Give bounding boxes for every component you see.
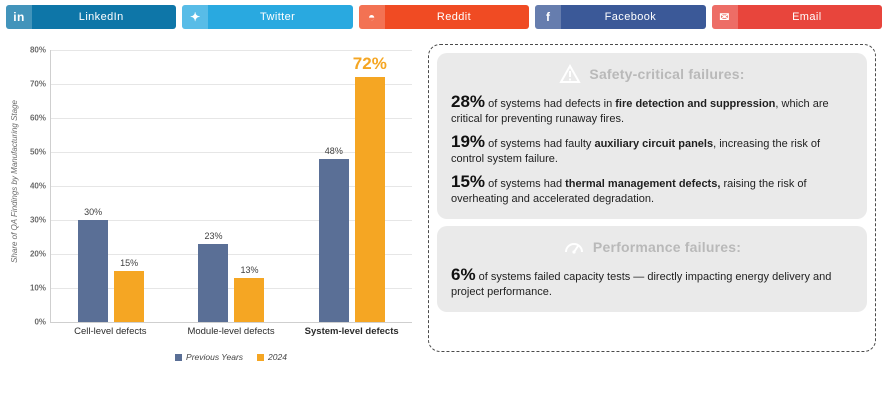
x-label-system-level: System-level defects	[304, 326, 399, 337]
bar-2024-system[interactable]	[352, 54, 387, 322]
facebook-icon: f	[535, 5, 561, 29]
safety-stat-2-post: , increasing the risk of control system failure.	[451, 138, 821, 165]
bar-value-label-highlight: 72%	[352, 54, 387, 74]
plot-area	[29, 45, 412, 327]
bar-value-label: 30%	[84, 207, 103, 217]
bar-previous-module[interactable]	[198, 230, 228, 322]
safety-card-title: Safety-critical failures:	[589, 66, 745, 82]
performance-card-header	[451, 234, 853, 260]
legend-swatch-2024	[257, 354, 264, 361]
social-share-bar	[0, 0, 888, 34]
linkedin-icon: in	[6, 5, 32, 29]
share-button-linkedin[interactable]	[6, 5, 176, 29]
safety-critical-card	[437, 53, 867, 219]
bar-value-label: 13%	[240, 264, 259, 275]
share-label-reddit: Reddit	[436, 11, 472, 23]
safety-stat-1-pct: 28%	[451, 92, 486, 111]
safety-stat-2-pct: 19%	[451, 132, 486, 151]
bar-group-cell-level	[51, 50, 171, 322]
safety-stat-3-pre: of systems had	[485, 178, 566, 190]
safety-card-header	[451, 61, 853, 87]
y-tick-70: 70%	[29, 79, 46, 89]
legend-swatch-previous	[175, 354, 182, 361]
y-tick-80: 80%	[29, 45, 46, 55]
performance-stat-1-text: of systems failed capacity tests — directly impacting energy delivery and project performance.	[451, 271, 832, 298]
share-button-twitter[interactable]	[182, 5, 352, 29]
legend-item-previous-years	[175, 352, 243, 362]
bar-previous-cell[interactable]	[78, 207, 108, 322]
y-tick-20: 20%	[29, 249, 46, 259]
bar-chart	[8, 40, 418, 370]
safety-stat-1-pre: of systems had defects in	[485, 98, 616, 110]
safety-stat-1-bold: fire detection and suppression	[615, 98, 776, 110]
bar-value-label: 23%	[204, 230, 223, 241]
y-tick-40: 40%	[29, 181, 46, 191]
share-button-reddit[interactable]	[359, 5, 529, 29]
bar-group-module-level	[171, 50, 291, 322]
bar-value-label: 15%	[120, 258, 139, 268]
safety-stat-2-pre: of systems had faulty	[485, 138, 595, 150]
bar-value-label: 48%	[324, 145, 343, 156]
y-tick-0: 0%	[34, 317, 46, 327]
share-label-facebook: Facebook	[604, 11, 657, 23]
bar-2024-module[interactable]	[234, 264, 264, 322]
performance-stat-1-pct: 6%	[451, 265, 476, 284]
warning-triangle-icon	[559, 64, 581, 84]
x-axis-labels	[50, 326, 412, 338]
bar-2024-cell[interactable]	[114, 258, 144, 322]
safety-stat-3-post: raising the risk of overheating and accelerated degradation.	[451, 178, 807, 205]
gauge-icon	[563, 237, 585, 257]
share-button-email[interactable]	[712, 5, 882, 29]
share-button-facebook[interactable]	[535, 5, 705, 29]
reddit-icon: ◓	[359, 5, 385, 29]
safety-stat-2	[451, 134, 853, 167]
x-label-module-level: Module-level defects	[187, 326, 275, 337]
email-icon: ✉	[712, 5, 738, 29]
y-tick-50: 50%	[29, 147, 46, 157]
legend-label-previous: Previous Years	[186, 352, 244, 362]
safety-stat-3-bold: thermal management defects,	[565, 178, 721, 190]
y-tick-30: 30%	[29, 215, 46, 225]
findings-callout	[428, 44, 876, 352]
x-label-cell-level: Cell-level defects	[74, 326, 147, 337]
share-label-twitter: Twitter	[260, 11, 296, 23]
chart-legend	[50, 352, 412, 362]
bar-groups	[51, 50, 412, 322]
share-label-email: Email	[792, 11, 822, 23]
share-label-linkedin: LinkedIn	[78, 11, 124, 23]
y-axis-title: Share of QA Findings by Manufacturing Stage	[10, 100, 19, 263]
safety-stat-3-pct: 15%	[451, 172, 486, 191]
safety-stat-1-post: , which are critical for preventing runaway fires.	[451, 98, 829, 125]
legend-label-2024: 2024	[268, 352, 287, 362]
safety-stat-1	[451, 94, 853, 127]
performance-stat-1	[451, 267, 853, 300]
y-tick-10: 10%	[29, 283, 46, 293]
y-tick-60: 60%	[29, 113, 46, 123]
twitter-icon: ✦	[182, 5, 208, 29]
legend-item-2024	[257, 352, 287, 362]
performance-card-title: Performance failures:	[592, 239, 742, 255]
bar-group-system-level	[292, 50, 412, 322]
performance-card	[437, 226, 867, 312]
safety-stat-2-bold: auxiliary circuit panels	[594, 138, 714, 150]
bar-previous-system[interactable]	[319, 145, 349, 322]
safety-stat-3	[451, 174, 853, 207]
